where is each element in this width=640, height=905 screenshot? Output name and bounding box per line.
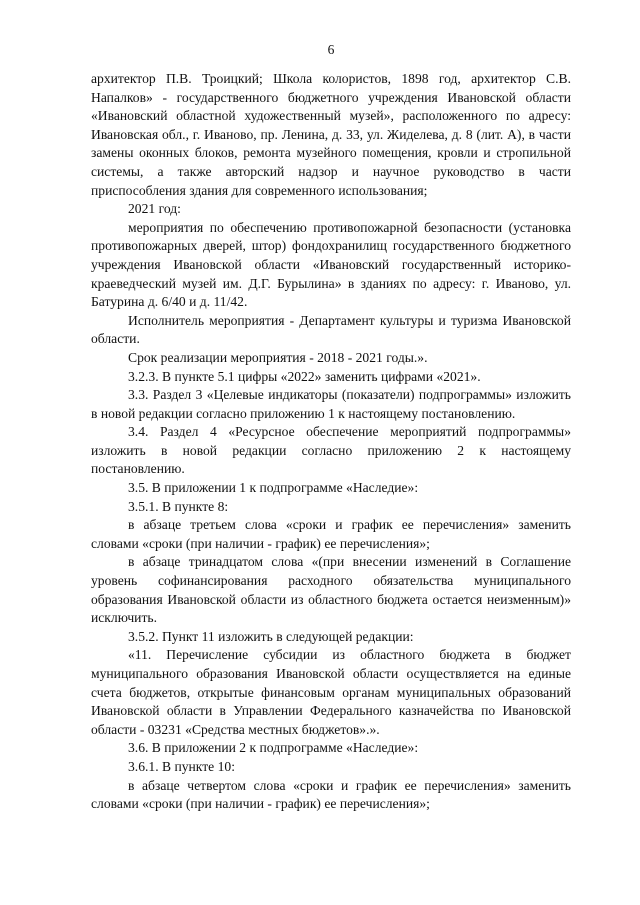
paragraph: 3.3. Раздел 3 «Целевые индикаторы (показатели) подпрограммы» изложить в новой редакции согласно приложению 1 к настоящему постановлению. [91,387,571,421]
document-body [91,70,571,814]
paragraph: «11. Перечисление субсидии из областного бюджета в бюджет муниципального образования Ивановской области осуществляется на единые счета бюджетов, открытые финансовым органам муниципальных образований Ивановской области в Управлении Федерального казначейства по Ивановской области - 03231 «Средства местных бюджетов».». [91,647,571,737]
paragraph: Срок реализации мероприятия - 2018 - 2021 годы.». [128,349,428,365]
paragraph: мероприятия по обеспечению противопожарной безопасности (установка противопожарных дверей, штор) фондохранилищ государственного бюджетного учреждения Ивановской области «Ивановский государственный историко-краеведческий музей им. Д.Г. Бурылина» в зданиях по адресу: г. Иваново, ул. Батурина д. 6/40 и д. 11/42. [91,219,571,310]
paragraph: архитектор П.В. Троицкий; Школа колористов, 1898 год, архитектор С.В. Напалков» - государственного бюджетного учреждения Ивановской области «Ивановский областной художественный музей», расположенного по адресу: Ивановская обл., г. Иваново, пр. Ленина, д. 33, ул. Жиделева, д. 8 (лит. А), в части замены оконных блоков, ремонта музейного помещения, кровли и стропильной системы, а также авторский надзор и научное руководство в части приспособления здания для современного использования; [91,71,571,198]
paragraph: 3.5. В приложении 1 к подпрограмме «Наследие»: [128,480,419,496]
paragraph: 3.6. В приложении 2 к подпрограмме «Наследие»: [128,740,419,756]
paragraph: Исполнитель мероприятия - Департамент культуры и туризма Ивановской области. [91,312,571,347]
paragraph: в абзаце тринадцатом слова «(при внесении изменений в Соглашение уровень софинансирования расходного обязательства муниципального образования Ивановской области из областного бюджета остается неизменным)» исключить. [91,554,571,626]
page-number: 6 [327,42,335,57]
paragraph: 3.2.3. В пункте 5.1 цифры «2022» заменить цифрами «2021». [128,368,481,384]
paragraph: 3.5.2. Пункт 11 изложить в следующей редакции: [128,628,414,644]
paragraph: в абзаце третьем слова «сроки и график ее перечисления» заменить словами «сроки (при наличии - график) ее перечисления»; [91,517,571,551]
paragraph: 3.4. Раздел 4 «Ресурсное обеспечение мероприятий подпрограммы» изложить в новой редакции согласно приложению 2 к настоящему постановлению. [91,424,571,477]
paragraph: 3.5.1. В пункте 8: [128,498,229,514]
paragraph: 2021 год: [128,201,181,217]
paragraph: в абзаце четвертом слова «сроки и график ее перечисления» заменить словами «сроки (при наличии - график) ее перечисления»; [91,777,571,812]
paragraph: 3.6.1. В пункте 10: [128,758,235,774]
